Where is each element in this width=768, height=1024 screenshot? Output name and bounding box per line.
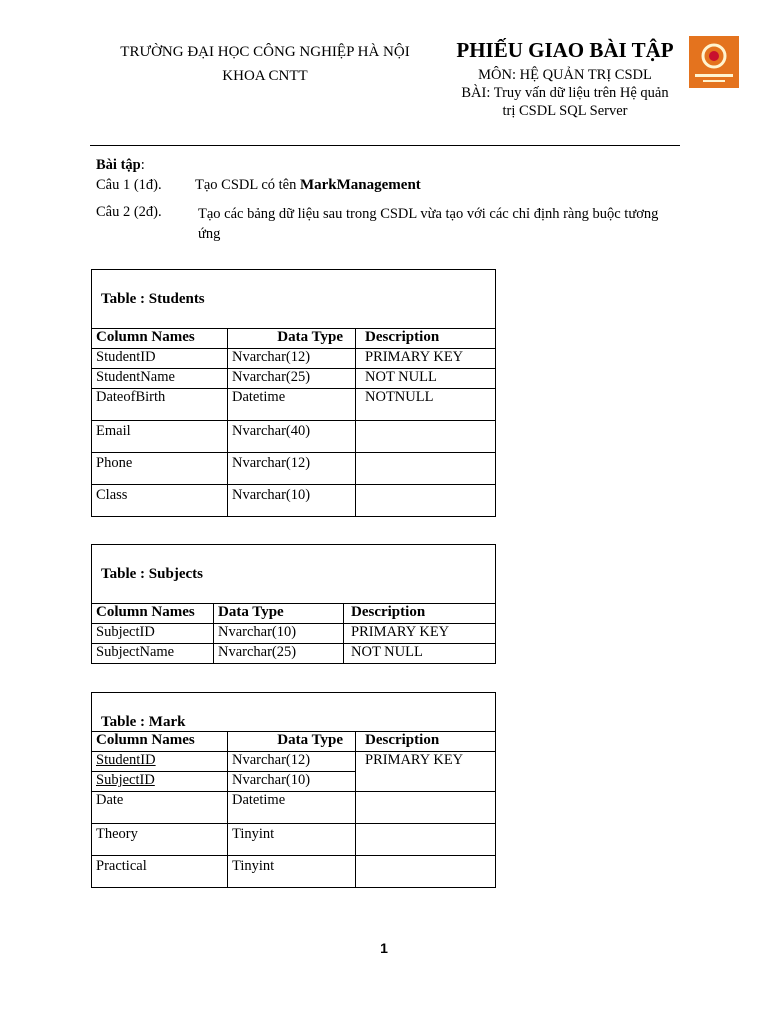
question-1-label: Câu 1 (1đ). (96, 177, 162, 193)
question-1-prefix: Tạo CSDL có tên (195, 177, 300, 193)
table-row (92, 752, 496, 772)
column-header-description: Description (344, 604, 496, 624)
description: NOTNULL (356, 389, 496, 421)
question-2-label: Câu 2 (2đ). (96, 204, 162, 220)
column-name: Theory (92, 824, 228, 856)
data-type: Nvarchar(10) (228, 485, 356, 517)
column-name: Class (92, 485, 228, 517)
database-name: MarkManagement (299, 177, 421, 193)
table-row (92, 792, 496, 824)
data-type: Nvarchar(12) (228, 752, 356, 772)
description (356, 421, 496, 453)
data-type: Tinyint (228, 856, 356, 888)
description: NOT NULL (344, 644, 496, 664)
header-divider (90, 145, 680, 146)
table-row (92, 624, 496, 644)
column-name: StudentID (92, 752, 228, 772)
table-row (92, 856, 496, 888)
column-name: StudentID (92, 349, 228, 369)
mark-table-caption: Table : Mark (92, 693, 496, 732)
column-header-description: Description (356, 329, 496, 349)
mark-table (91, 692, 496, 888)
page-number: 1 (380, 940, 388, 956)
data-type: Nvarchar(40) (228, 421, 356, 453)
column-name: Practical (92, 856, 228, 888)
subjects-table-caption: Table : Subjects (92, 545, 496, 604)
students-table (91, 269, 496, 517)
table-row (92, 485, 496, 517)
column-name: SubjectID (92, 772, 228, 792)
data-type: Datetime (228, 389, 356, 421)
data-type: Nvarchar(10) (228, 772, 356, 792)
column-header-names: Column Names (92, 732, 228, 752)
subject-line: MÔN: HỆ QUẢN TRỊ CSDL (478, 67, 652, 83)
question-2-line-2: ứng (198, 226, 221, 242)
faculty-name: KHOA CNTT (222, 68, 308, 84)
data-type: Nvarchar(12) (228, 349, 356, 369)
table-row (92, 421, 496, 453)
description (356, 453, 496, 485)
data-type: Nvarchar(12) (228, 453, 356, 485)
data-type: Nvarchar(25) (214, 644, 344, 664)
exercise-heading (96, 157, 145, 174)
worksheet-title: PHIẾU GIAO BÀI TẬP (456, 38, 674, 62)
column-name: SubjectName (92, 644, 214, 664)
lesson-line-2: trị CSDL SQL Server (502, 103, 628, 119)
column-header-type: Data Type (214, 604, 344, 624)
lesson-line-1: BÀI: Truy vấn dữ liệu trên Hệ quản (461, 85, 669, 101)
subjects-table (91, 544, 496, 664)
column-header-type: Data Type (228, 732, 356, 752)
data-type: Nvarchar(10) (214, 624, 344, 644)
column-name: Date (92, 792, 228, 824)
school-header (90, 40, 440, 88)
table-row (92, 644, 496, 664)
table-row (92, 369, 496, 389)
table-row (92, 349, 496, 369)
table-row (92, 824, 496, 856)
description (356, 824, 496, 856)
question-1-text (195, 177, 421, 194)
column-name: Phone (92, 453, 228, 485)
description (356, 485, 496, 517)
column-name: Email (92, 421, 228, 453)
question-2-line-1: Tạo các bảng dữ liệu sau trong CSDL vừa tạo với các chỉ định ràng buộc tương (198, 206, 659, 222)
description (356, 792, 496, 824)
column-name: StudentName (92, 369, 228, 389)
column-name: DateofBirth (92, 389, 228, 421)
column-header-names: Column Names (92, 329, 228, 349)
column-header-type: Data Type (228, 329, 356, 349)
description: PRIMARY KEY (356, 752, 496, 792)
data-type: Nvarchar(25) (228, 369, 356, 389)
column-header-names: Column Names (92, 604, 214, 624)
school-name: TRƯỜNG ĐẠI HỌC CÔNG NGHIỆP HÀ NỘI (120, 44, 410, 60)
data-type: Datetime (228, 792, 356, 824)
description: PRIMARY KEY (344, 624, 496, 644)
students-table-caption: Table : Students (92, 270, 496, 329)
exercise-heading-text: Bài tập (96, 157, 141, 173)
description: NOT NULL (356, 369, 496, 389)
table-row (92, 389, 496, 421)
school-logo-icon (689, 36, 739, 88)
description (356, 856, 496, 888)
column-header-description: Description (356, 732, 496, 752)
exercise-heading-colon: : (140, 157, 145, 173)
column-name: SubjectID (92, 624, 214, 644)
description: PRIMARY KEY (356, 349, 496, 369)
question-2-text (198, 204, 738, 244)
course-info (445, 66, 685, 120)
data-type: Tinyint (228, 824, 356, 856)
table-row (92, 453, 496, 485)
